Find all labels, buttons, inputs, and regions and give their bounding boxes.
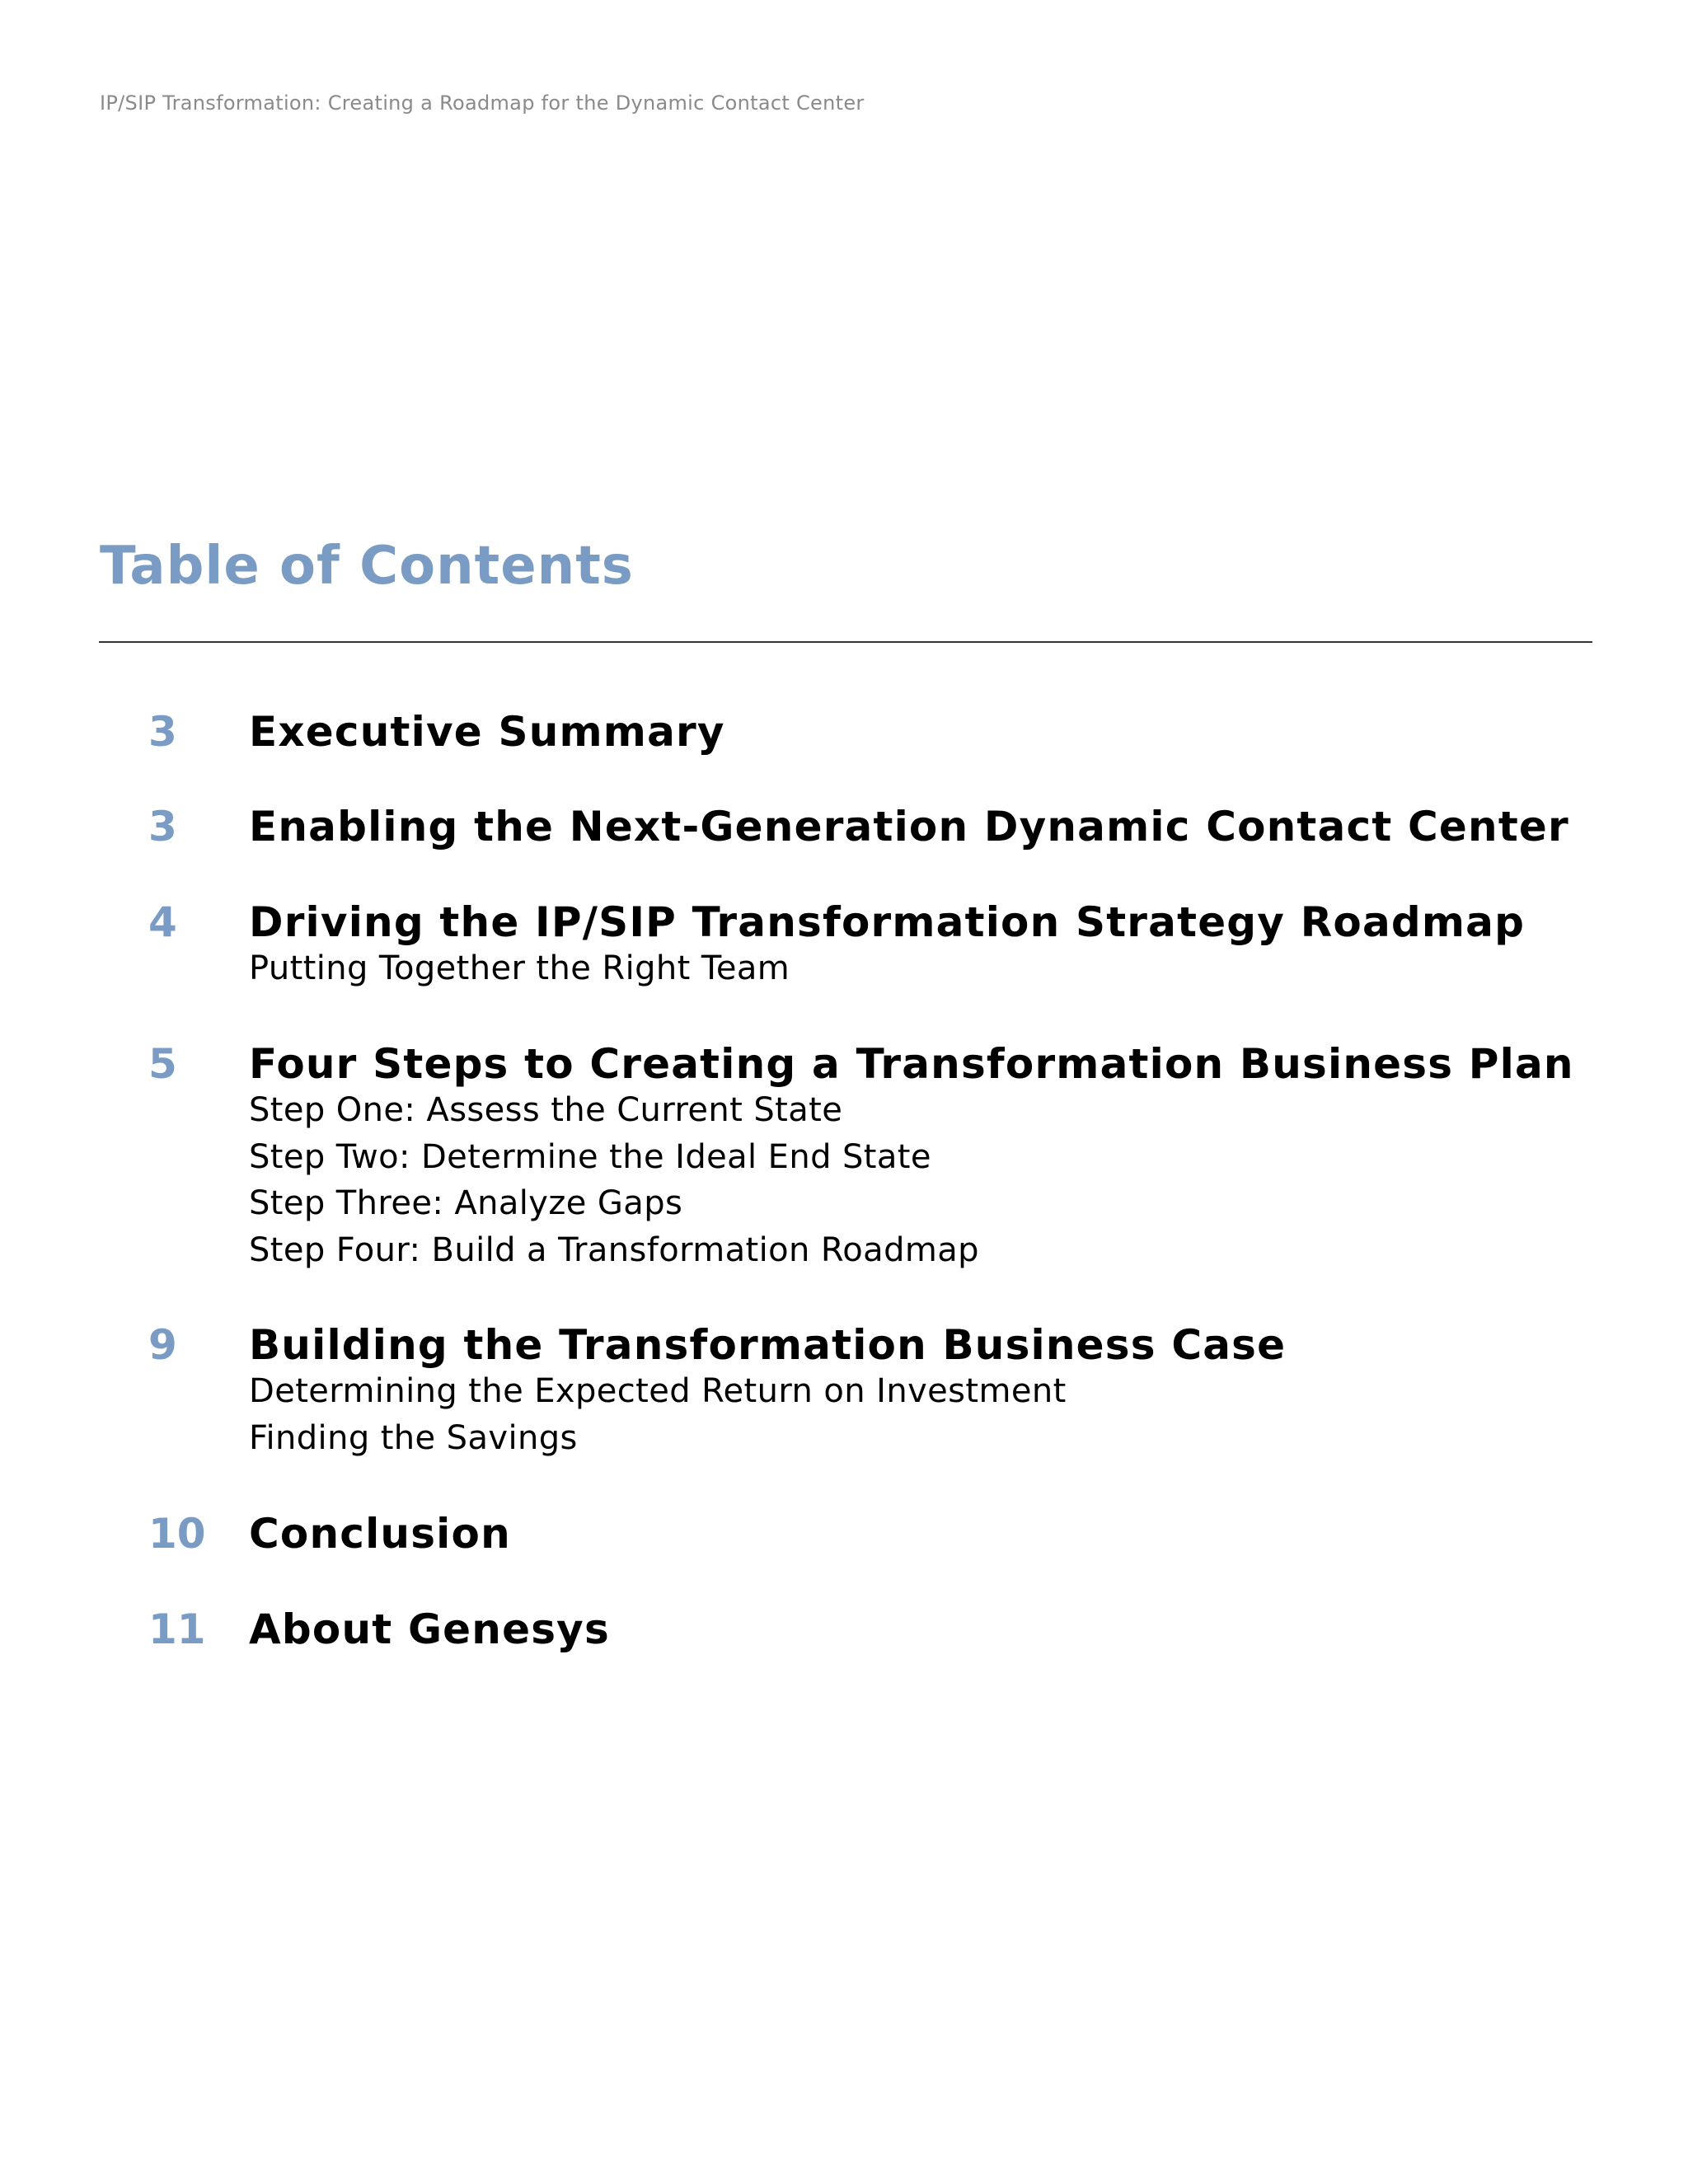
toc-page-number: 5 bbox=[148, 1040, 177, 1088]
toc-subsections bbox=[249, 945, 790, 992]
toc-heading[interactable]: Executive Summary bbox=[249, 708, 725, 756]
toc-subsection[interactable]: Putting Together the Right Team bbox=[249, 949, 790, 987]
toc-subsections bbox=[249, 1368, 1067, 1461]
running-header: IP/SIP Transformation: Creating a Roadmap for the Dynamic Contact Center bbox=[100, 91, 865, 115]
toc-page-number: 3 bbox=[148, 708, 177, 756]
toc-heading[interactable]: Conclusion bbox=[249, 1510, 511, 1558]
toc-heading[interactable]: Driving the IP/SIP Transformation Strategy Roadmap bbox=[249, 898, 1526, 946]
toc-subsection[interactable]: Step Two: Determine the Ideal End State bbox=[249, 1137, 931, 1176]
toc-page-number: 11 bbox=[148, 1605, 206, 1653]
toc-page-number: 9 bbox=[148, 1321, 177, 1369]
toc-heading[interactable]: Enabling the Next-Generation Dynamic Contact Center bbox=[249, 803, 1569, 851]
toc-heading[interactable]: About Genesys bbox=[249, 1605, 610, 1653]
toc-page-number: 10 bbox=[148, 1510, 206, 1558]
toc-heading[interactable]: Four Steps to Creating a Transformation Business Plan bbox=[249, 1040, 1574, 1088]
toc-subsection[interactable]: Step Three: Analyze Gaps bbox=[249, 1184, 683, 1222]
toc-heading[interactable]: Building the Transformation Business Case bbox=[249, 1321, 1287, 1369]
toc-page-number: 4 bbox=[148, 898, 177, 946]
page-title: Table of Contents bbox=[100, 536, 634, 597]
toc-subsection[interactable]: Step Four: Build a Transformation Roadmap bbox=[249, 1230, 979, 1269]
toc-subsections bbox=[249, 1087, 979, 1273]
toc-subsection[interactable]: Finding the Savings bbox=[249, 1418, 578, 1457]
toc-page-number: 3 bbox=[148, 803, 177, 851]
toc-subsection[interactable]: Determining the Expected Return on Investment bbox=[249, 1372, 1067, 1410]
toc-subsection[interactable]: Step One: Assess the Current State bbox=[249, 1091, 843, 1129]
